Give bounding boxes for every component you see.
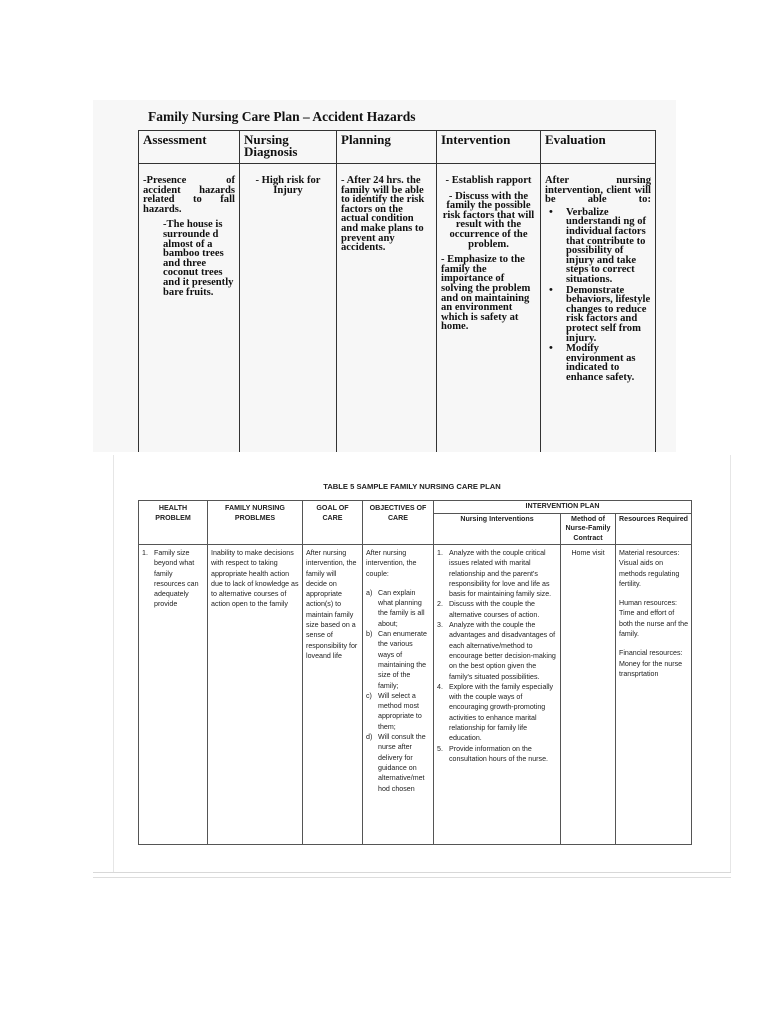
header-goal-of-care: GOAL OF CARE [303,501,363,545]
header-nursing-diagnosis: Nursing Diagnosis [240,131,337,164]
list-item [142,548,204,610]
objective-text: Will consult the nurse after delivery for guidance on alternative/met hod chosen [378,733,426,793]
accident-hazards-care-plan-image [93,100,676,452]
diagnosis-text: - High risk for Injury [255,175,321,196]
table-header-row [139,131,656,164]
objectives-intro: After nursing intervention, the couple: [366,549,417,578]
assessment-text-1: -Presence of accident hazards related to fall hazards. [143,175,235,215]
list-item [437,599,557,620]
list-item [366,691,430,732]
list-item [366,588,430,629]
sample-care-plan-table [138,500,692,845]
intervention-text: Discuss with the couple the alternative courses of action. [449,600,540,619]
list-marker: 4. [437,682,443,691]
objective-text: Will select a method most appropriate to them; [378,691,422,731]
list-item: • Modify environment as indicated to enhance safety. [566,344,651,382]
list-marker: c) [366,691,372,700]
list-marker: d) [366,733,373,742]
family-nursing-problem-text: Inability to make decisions with respect to taking appropriate health action due to lack of knowledge as to alternative courses of action open to the family [211,549,299,609]
list-marker: 5. [437,744,443,753]
intervention-text: Provide information on the consultation hours of the nurse. [449,744,548,763]
care-plan-title: Family Nursing Care Plan – Accident Hazards [148,109,416,124]
header-family-nursing-problems: FAMILY NURSING PROBLMES [208,501,303,545]
list-marker: b) [366,630,373,639]
scan-bottom-edge [93,872,731,873]
list-item [366,629,430,691]
health-problem-cell [139,545,208,845]
header-evaluation: Evaluation [541,131,656,164]
list-item [437,620,557,682]
evaluation-intro: After nursing intervention, client will be able to: [545,175,651,206]
list-marker: a) [366,588,373,597]
list-item [366,732,430,794]
method-cell [561,545,616,845]
table-header-row [139,501,692,514]
intervention-item: - Establish rapport [445,175,532,186]
spacer [619,639,688,648]
assessment-text-2: -The house is surrounde d almost of a bamboo trees and three coconut trees and it presently bare fruits. [163,219,234,298]
financial-resources-text: Financial resources: Money for the nurse transprtation [619,649,683,678]
table-row [139,164,656,453]
header-method-of-contract: Method of Nurse-Family Contract [561,513,616,545]
nursing-interventions-cell [434,545,561,845]
health-problem-text: Family size beyond what family resources can adequately provide [154,549,199,609]
human-resources-text: Human resources: Time and effort of both the nurse anf the family. [619,599,689,639]
list-marker: 3. [437,621,443,630]
header-assessment: Assessment [139,131,240,164]
table-title: TABLE 5 SAMPLE FAMILY NURSING CARE PLAN [323,482,501,491]
intervention-text: Analyze with the couple the advantages and disadvantages of each alternative/method to encourage better decision-making on the best option given the family's situated possibilities. [449,621,556,681]
header-intervention: Intervention [437,131,541,164]
intervention-cell [437,164,541,453]
header-nursing-interventions: Nursing Interventions [434,513,561,545]
list-marker: 1. [142,549,148,557]
list-marker: 1. [437,549,443,557]
list-item: • Demonstrate behaviors, lifestyle changes to reduce risk factors and protect self from injury. [566,286,651,344]
scan-edge [113,455,114,873]
family-nursing-problem-cell [208,545,303,845]
diagnosis-cell [240,164,337,453]
intervention-text: Explore with the family especially with the couple ways of encouraging growth-promoting activities to enhance marital relationship for family life education. [449,682,554,743]
goal-text: After nursing intervention, the family will decide on appropriate action(s) to maintain family size based on a sense of responsibility for loveand life [306,549,358,660]
page-divider [93,877,731,878]
list-marker: 2. [437,600,443,609]
header-resources-required: Resources Required [616,513,692,545]
method-text: Home visit [571,549,605,557]
planning-text: - After 24 hrs. the family will be able to identify the risk factors on the actual condition and make plans to prevent any accidents. [341,175,425,254]
objectives-cell [363,545,434,845]
objective-text: Can enumerate the various ways of maintaining the size of the family; [378,630,427,690]
sample-family-nursing-care-plan-image [93,455,731,873]
intervention-text: Analyze with the couple critical issues related with marital relationship and the parent's responsibility for love and life as basis for maintaining family size. [449,549,552,599]
table-row [139,545,692,845]
header-objectives-of-care: OBJECTIVES OF CARE [363,501,434,545]
list-item: • Verbalize understandi ng of individual factors that contribute to possibility of injury and take steps to correct situations. [566,208,651,285]
header-health-problem: HEALTH PROBLEM [139,501,208,545]
header-planning: Planning [337,131,437,164]
evaluation-list [545,208,651,383]
list-item [437,548,557,599]
list-item [437,744,557,765]
spacer [619,589,688,598]
planning-cell [337,164,437,453]
material-resources-text: Material resources: Visual aids on methods regulating fertility. [619,549,680,588]
header-intervention-plan: INTERVENTION PLAN [434,501,692,514]
objectives-list [366,588,430,794]
list-item [437,682,557,744]
health-problem-list [142,548,204,610]
objective-text: Can explain what planning the family is all about; [378,588,425,628]
interventions-list [437,548,557,764]
scan-edge [730,455,731,873]
intervention-item: - Discuss with the family the possible risk factors that will result with the occurrence of the problem. [442,190,535,250]
intervention-item: - Emphasize to the family the importance of solving the problem and on maintaining an environment which is safety at home. [441,254,531,333]
accident-hazards-table [138,130,656,452]
evaluation-cell [541,164,656,453]
resources-cell [616,545,692,845]
goal-cell [303,545,363,845]
assessment-cell [139,164,240,453]
